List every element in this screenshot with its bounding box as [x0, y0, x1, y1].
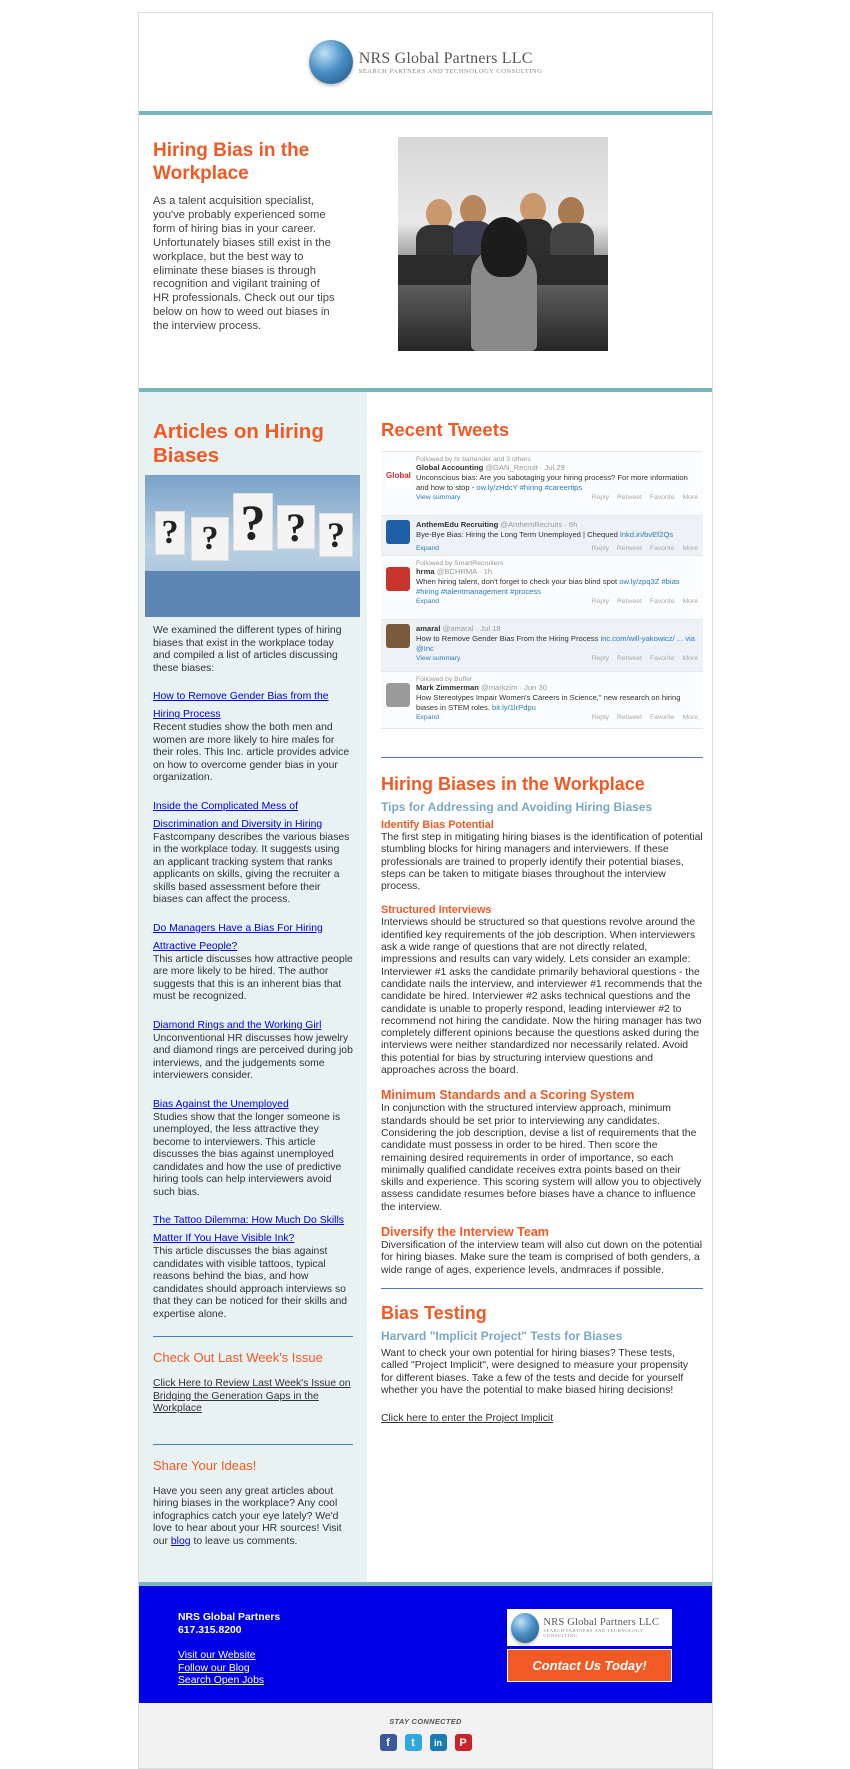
logo-tagline: SEARCH PARTNERS AND TECHNOLOGY CONSULTING	[358, 67, 543, 75]
main-column	[367, 392, 713, 1582]
pinterest-icon[interactable]: P	[455, 1734, 472, 1751]
section-heading: Diversify the Interview Team	[381, 1225, 549, 1240]
tweet-item: Followed by Buffer Mark Zimmerman @markzim · Jun 30 How Stereotypes Impair Women's Careers in Science," new research on hiring biases in STEM roles. bit.ly/1lrPdpu Expand Reply Retweet Favorite More	[381, 671, 703, 729]
share-text: Have you seen any great articles about hiring biases in the workplace? Any cool infographics catch your eye lately? We'd love to hear about your HR sources! Visit our blog to leave us comments.	[153, 1485, 342, 1547]
articles-title: Articles on Hiring Biases	[153, 420, 324, 467]
section-text: Diversification of the interview team will also cut down on the potential for hiring biases. Make sure the team is comprised of both genders, a wide range of ages, experience levels, andmraces if possible.	[381, 1240, 703, 1276]
divider	[153, 1444, 353, 1445]
article-description: This article discusses how attractive people are more likely to be hired. The author suggests that this is an inherent bias that must be recognized.	[153, 953, 353, 1002]
newsletter	[138, 12, 713, 1769]
stay-connected	[139, 1703, 712, 1768]
website-link[interactable]: Visit our Website	[178, 1650, 256, 1661]
company-logo[interactable]	[309, 40, 543, 84]
avatar[interactable]	[386, 624, 410, 648]
intro-text: As a talent acquisition specialist, you've probably experienced some form of hiring bias in your career. Unfortunately biases still exist in the workplace, but the best way to eliminate these biases is through recognition and vigilant training of HR professionals. Check out our tips below on how to weed out biases in the interview process.	[153, 195, 335, 333]
project-implicit-link[interactable]: Click here to enter the Project Implicit	[381, 1413, 554, 1425]
tweet-item: Followed by hr bartender and 3 others Global Global Accounting @GAN_Recruit · Jul 29 Unconscious bias: Are you sabotaging your hiring process? For more information and how to stop - ow.ly/zHdcY #hiring #careertips View summary Reply Retweet Favorite More	[381, 451, 703, 515]
intro-title: Hiring Bias in the Workplace	[153, 140, 310, 184]
article-link[interactable]: The Tattoo Dilemma: How Much Do Skills Matter If You Have Visible Ink?	[153, 1215, 344, 1244]
section-text: Interviews should be structured so that questions revolve around the identified key requirements of the job description. When interviewers ask a wide range of questions that are not directly related, impressions and results can vary widely. Lets consider an example: Interviewer #1 asks the candidate primarily behavioral questions - the candidate nails the interview, and interviewer #1 recommends that the candidate be hired. Interviewer #2 asks technical questions and the candidate is unable to properly respond, leading interviewer #2 to recommend not hiring the candidate. Now the hiring manager has two completely different opinions because the questions asked during the interviews were neither standardized nor necessarily related. Avoid this potential for bias by structuring interview questions and approaches across the board.	[381, 917, 703, 1077]
share-title: Share Your Ideas!	[153, 1457, 257, 1473]
article-item	[153, 796, 353, 907]
article-link[interactable]: How to Remove Gender Bias from the Hiring Process	[153, 691, 329, 720]
tweets-title: Recent Tweets	[381, 419, 510, 440]
divider	[381, 1288, 703, 1289]
workplace-title: Hiring Biases in the Workplace	[381, 774, 645, 794]
intro-section	[139, 115, 712, 388]
twitter-icon[interactable]: t	[405, 1734, 422, 1751]
avatar[interactable]	[386, 567, 410, 591]
facebook-icon[interactable]: f	[380, 1734, 397, 1751]
footer-company: NRS Global Partners	[178, 1612, 281, 1623]
tweet-item: Followed by SmartRecruiters hrma @BCHRMA · 1h When hiring talent, don't forget to check your bias blind spot ow.ly/zpq3Z #bias #hiring #talentmanagement #process Expand Reply Retweet Favorite More	[381, 555, 703, 619]
question-marks-photo: ? ? ? ? ?	[145, 475, 360, 617]
section-heading: Identify Bias Potential	[381, 819, 494, 831]
interview-panel-photo	[398, 137, 608, 351]
avatar[interactable]	[386, 520, 410, 544]
article-link[interactable]: Inside the Complicated Mess of Discrimination and Diversity in Hiring	[153, 800, 323, 830]
stay-connected-label: STAY CONNECTED	[389, 1717, 462, 1726]
footer	[139, 1586, 712, 1703]
sidebar	[139, 392, 367, 1582]
article-item	[153, 918, 353, 1004]
section-text: The first step in mitigating hiring biases is the identification of potential stumbling blocks for hiring managers and interviewers. If these professionals are trained to properly identify their potential biases, steps can be taken to mitigate biases throughout the interview process.	[381, 832, 703, 893]
globe-icon	[309, 40, 353, 84]
article-item	[153, 686, 353, 785]
last-week-link[interactable]: Click Here to Review Last Week's Issue on Bridging the Generation Gaps in the Workplace	[153, 1378, 351, 1414]
testing-subtitle: Harvard "Implicit Project" Tests for Biases	[381, 1328, 623, 1343]
articles-lead: We examined the different types of hiring biases that exist in the workplace today and compiled a list of articles discussing these biases:	[153, 625, 342, 674]
divider	[381, 757, 703, 758]
footer-phone: 617.315.8200	[178, 1624, 242, 1636]
article-link[interactable]: Bias Against the Unemployed	[153, 1098, 289, 1110]
testing-text: Want to check your own potential for hiring biases? These tests, called "Project Implicit", were designed to measure your propensity for different biases. Take a few of the tests and decide for yourself whether you have the potential to make biased hiring decisions!	[381, 1347, 689, 1396]
globe-icon	[511, 1613, 539, 1643]
section-heading: Structured Interviews	[381, 904, 492, 917]
article-item	[153, 1094, 353, 1200]
footer-logo[interactable]: NRS Global Partners LLC SEARCH PARTNERS AND TECHNOLOGY CONSULTING	[507, 1609, 672, 1646]
logo-name: NRS Global Partners LLC	[358, 49, 533, 67]
tweet-item: AnthemEdu Recruiting @AnthemRecruits · 6h Bye-Bye Bias: Hiring the Long Term Unemployed | Chequed lnkd.in/bvEf2Qs Expand Reply Retweet Favorite More	[381, 515, 703, 555]
tweet-item: amaral @amaral · Jul 18 How to Remove Gender Bias From the Hiring Process inc.com/will-yakowicz/ ... via @Inc View summary Reply Retweet Favorite More	[381, 619, 703, 671]
article-item	[153, 1015, 353, 1083]
linkedin-icon[interactable]: in	[430, 1734, 447, 1751]
article-item	[153, 1210, 353, 1321]
main-content	[139, 392, 712, 1582]
blog-link[interactable]: blog	[170, 1535, 191, 1547]
article-description: Unconventional HR discusses how jewelry and diamond rings are perceived during job interviews, and the judgements some interviewers consider.	[153, 1032, 353, 1081]
article-link[interactable]: Diamond Rings and the Working Girl	[153, 1019, 322, 1031]
article-description: This article discusses the bias against candidates with visible tattoos, typical reasons behind the bias, and how candidates should approach interviews so that they can be noticed for their skills and expertise alone.	[153, 1246, 348, 1320]
divider	[153, 1336, 353, 1337]
testing-title: Bias Testing	[381, 1302, 487, 1323]
tweet-feed	[381, 451, 703, 729]
workplace-subtitle: Tips for Addressing and Avoiding Hiring Biases	[381, 800, 653, 814]
section-heading: Minimum Standards and a Scoring System	[381, 1088, 635, 1103]
section-text: In conjunction with the structured interview approach, minimum standards should be set prior to interviewing any candidates. Considering the job description, devise a list of requirements that the candidate must possess in order to be hired. Then score the remaining desired requirements in order of importance, so each minimally qualified candidate receives extra points based on their skills and experience. This scoring system will allow you to objectively assess candidate resumes before biases have a chance to influence the interview.	[381, 1103, 702, 1213]
header	[139, 13, 712, 111]
avatar[interactable]	[386, 683, 410, 707]
blog-link[interactable]: Follow our Blog	[178, 1662, 250, 1674]
jobs-link[interactable]: Search Open Jobs	[178, 1675, 265, 1686]
last-week-title: Check Out Last Week's Issue	[153, 1350, 323, 1365]
article-link[interactable]: Do Managers Have a Bias For Hiring Attractive People?	[153, 922, 323, 952]
article-description: Studies show that the longer someone is unemployed, the less attractive they become to interviewers. This article discusses the bias against unemployed candidates and how the use of predictive hiring tools can help interviewers avoid such bias.	[153, 1111, 342, 1198]
article-description: Recent studies show the both men and women are more likely to hire males for their roles. This Inc. article provides advice on how to overcome gender bias in your organization.	[153, 722, 350, 783]
article-description: Fastcompany describes the various biases in the workplace today. It suggests using an applicant tracking system that ranks applicants on skills, giving the recruiter a skills based assessment before their biases can affect the process.	[153, 831, 350, 905]
contact-us-button[interactable]: Contact Us Today!	[507, 1649, 672, 1682]
avatar[interactable]: Global	[386, 463, 410, 487]
